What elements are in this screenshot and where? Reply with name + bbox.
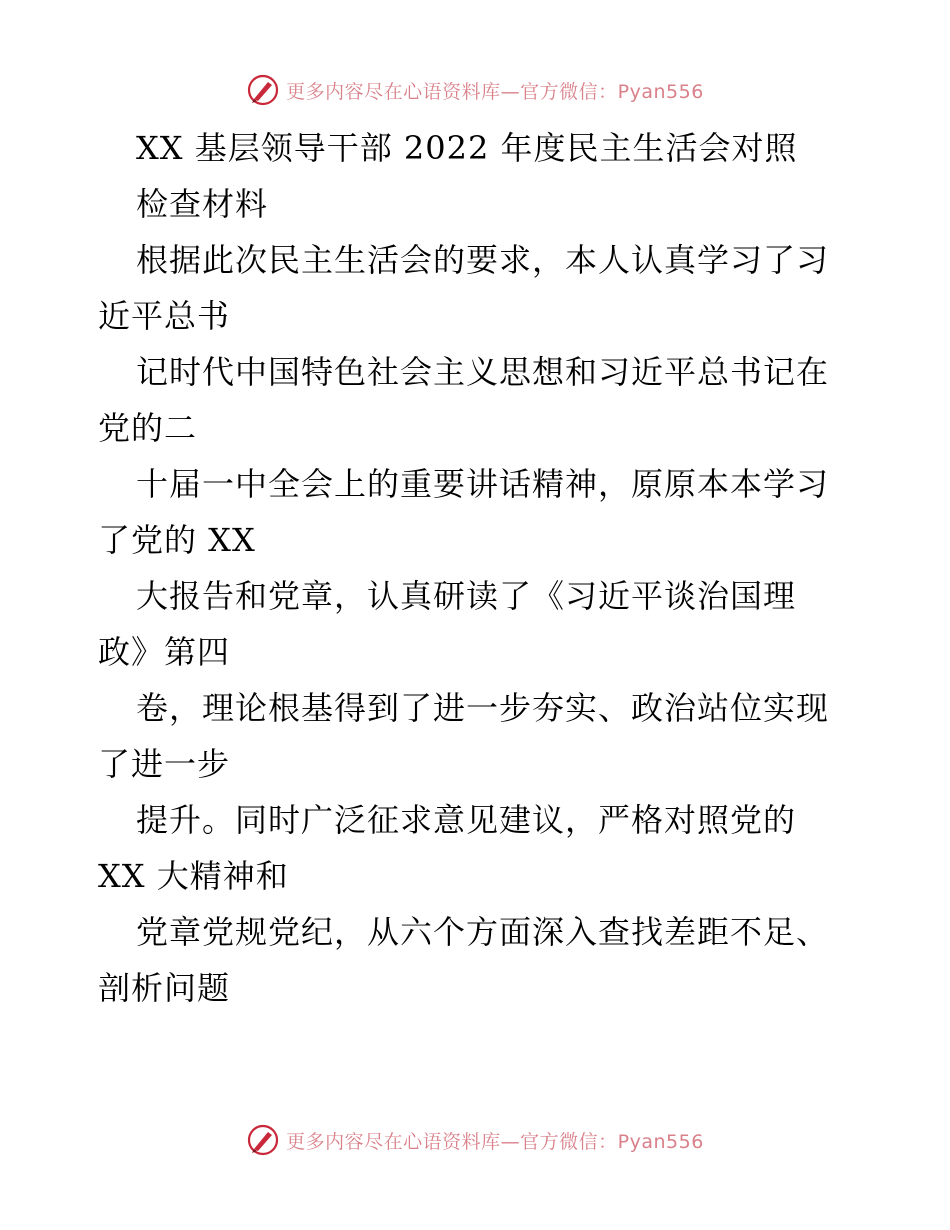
paragraph-line: 提升。同时广泛征求意见建议，严格对照党的 [136,801,797,839]
paragraph-line: 记时代中国特色社会主义思想和习近平总书记在 [136,353,830,391]
footer-banner [0,1118,950,1162]
paragraph-line: 了进一步 [98,745,231,783]
paragraph-line: 根据此次民主生活会的要求，本人认真学习了习 [136,241,830,279]
paragraph-line: 卷，理论根基得到了进一步夯实、政治站位实现 [136,689,830,727]
paragraph-line: 十届一中全会上的重要讲话精神，原原本本学习 [136,465,830,503]
paragraph-line: 了党的 XX [98,521,256,559]
footer-banner-text: 更多内容尽在心语资料库—官方微信：Pyan556 [286,1130,704,1153]
document-body [98,120,858,1016]
paragraph-line: XX 大精神和 [98,857,289,895]
title-line-2: 检查材料 [136,185,269,223]
paragraph-line: 党章党规党纪，从六个方面深入查找差距不足、 [136,913,830,951]
pen-logo-icon [246,73,280,107]
paragraph-line: 政》第四 [98,633,231,671]
pen-logo-icon [246,1123,280,1157]
paragraph-line: 党的二 [98,409,198,447]
paragraph-line: 大报告和党章，认真研读了《习近平谈治国理 [136,577,797,615]
header-banner [0,68,950,112]
header-banner-text: 更多内容尽在心语资料库—官方微信：Pyan556 [286,80,704,103]
paragraph-line: 近平总书 [98,297,231,335]
paragraph-line: 剖析问题 [98,969,231,1007]
title-line-1: XX 基层领导干部 2022 年度民主生活会对照 [136,129,798,167]
